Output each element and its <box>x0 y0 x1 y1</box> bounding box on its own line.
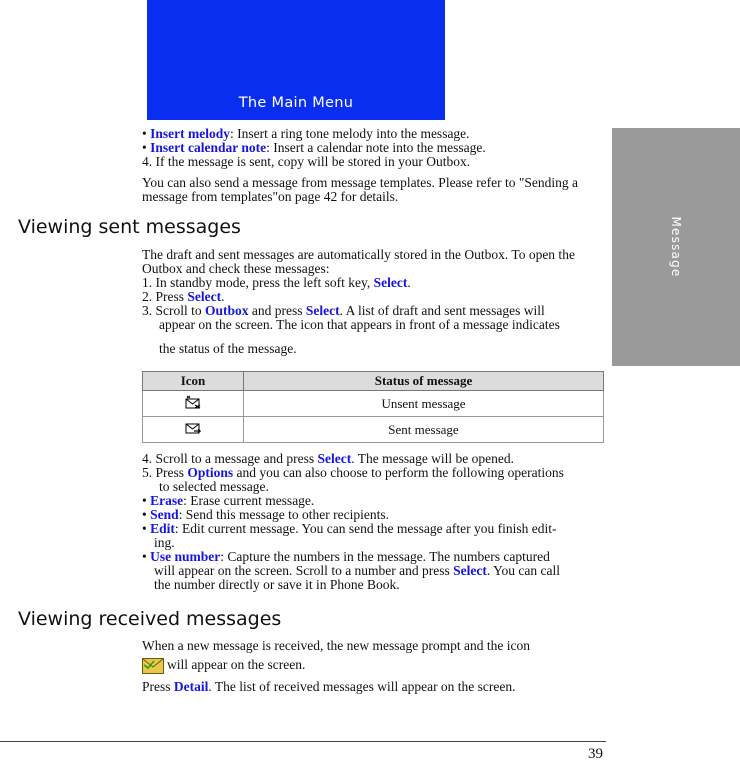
bullet-text: : Send this message to other recipients. <box>178 507 389 522</box>
received-line-2-text: will appear on the screen. <box>167 657 306 673</box>
table-header-icon: Icon <box>143 372 244 391</box>
bullet-insert-melody: • Insert melody: Insert a ring tone melody into the message. <box>142 126 470 141</box>
chapter-side-tab <box>612 128 740 366</box>
step-text: 4. Scroll to a message and press <box>142 451 318 466</box>
table-cell-status: Unsent message <box>244 391 604 417</box>
step-4-intro: 4. If the message is sent, copy will be stored in your Outbox. <box>142 154 471 169</box>
step-text: . A list of draft and sent messages will <box>339 303 545 318</box>
step-text: 1. In standby mode, press the left soft key, <box>142 275 374 290</box>
table-cell-status: Sent message <box>244 417 604 443</box>
table-header-row <box>143 372 604 391</box>
step-text: 2. Press <box>142 289 188 304</box>
sent-step-3 <box>142 304 606 318</box>
sent-envelope-icon <box>185 421 201 435</box>
kw-select: Select <box>317 451 352 466</box>
step-text: 3. Scroll to <box>142 303 205 318</box>
received-line-1: When a new message is received, the new message prompt and the icon <box>142 638 530 653</box>
bullet-text: : Insert a calendar note into the message. <box>266 140 486 155</box>
sent-step-3-cont2: the status of the message. <box>159 341 297 356</box>
sent-step-4 <box>142 452 606 466</box>
bullet-text: : Edit current message. You can send the message after you finish edit- <box>174 521 557 536</box>
bullet-send: • Send: Send this message to other recipients. <box>142 507 389 522</box>
kw-insert-calendar-note: Insert calendar note <box>150 140 267 155</box>
punct: . <box>221 289 225 304</box>
table-header-status: Status of message <box>244 372 604 391</box>
bullet-text: : Erase current message. <box>183 493 315 508</box>
kw-options: Options <box>187 465 234 480</box>
unsent-envelope-icon <box>185 395 201 409</box>
kw-select: Select <box>187 289 222 304</box>
sent-step-5-cont: to selected message. <box>159 479 269 494</box>
table-cell-icon <box>143 391 244 417</box>
step-text: . The message will be opened. <box>351 451 515 466</box>
punct: . <box>407 275 411 290</box>
phone-screen <box>147 0 445 120</box>
kw-select: Select <box>453 563 487 578</box>
sent-block <box>142 248 606 356</box>
screen-title: The Main Menu <box>238 95 354 111</box>
templates-note: You can also send a message from message templates. Please refer to "Sending a message from templates"on page 42 for details. <box>142 175 579 204</box>
table-cell-icon <box>143 417 244 443</box>
bullet-use-number-cont2: the number directly or save it in Phone Book. <box>154 577 400 592</box>
kw-detail: Detail <box>173 679 209 694</box>
new-message-envelope-icon <box>142 658 164 674</box>
step-text: Press <box>142 679 174 694</box>
intro-block <box>142 127 606 204</box>
sent-step-2 <box>142 290 606 304</box>
sent-step-3-cont: appear on the screen. The icon that appears in front of a message indicates <box>159 317 560 332</box>
sent-step-5 <box>142 466 606 480</box>
kw-insert-melody: Insert melody <box>150 126 230 141</box>
step-text: and press <box>248 303 306 318</box>
step-text: and you can also choose to perform the following operations <box>233 465 564 480</box>
kw-select: Select <box>305 303 340 318</box>
bullet-edit: • Edit: Edit current message. You can send the message after you finish edit- <box>142 521 557 536</box>
page-number: 39 <box>588 746 603 762</box>
footer-divider <box>0 741 606 742</box>
kw-send: Send <box>150 507 179 522</box>
step-text: . The list of received messages will appear on the screen. <box>208 679 516 694</box>
bullet-text: : Capture the numbers in the message. The numbers captured <box>220 549 550 564</box>
sent-steps-block <box>142 452 606 592</box>
kw-erase: Erase <box>150 493 184 508</box>
received-press-detail <box>142 680 606 694</box>
table-row <box>143 391 604 417</box>
bullet-text: : Insert a ring tone melody into the message. <box>229 126 470 141</box>
kw-outbox: Outbox <box>205 303 249 318</box>
received-line-2 <box>142 658 606 674</box>
bullet-use-number: • Use number: Capture the numbers in the message. The numbers captured <box>142 549 550 564</box>
sent-intro: The draft and sent messages are automatically stored in the Outbox. To open the Outbox and check these messages: <box>142 247 575 276</box>
bullet-text: will appear on the screen. Scroll to a number and press <box>154 563 454 578</box>
table-row <box>143 417 604 443</box>
bullet-text: . You can call <box>486 563 561 578</box>
bullet-use-number-cont1 <box>142 564 606 578</box>
chapter-side-tab-label: Message <box>669 216 683 278</box>
sent-step-1 <box>142 276 606 290</box>
kw-edit: Edit <box>150 521 175 536</box>
received-block <box>142 639 606 694</box>
bullet-edit-cont: ing. <box>154 535 175 550</box>
bullet-insert-calendar-note: • Insert calendar note: Insert a calendar note into the message. <box>142 140 486 155</box>
kw-use-number: Use number <box>150 549 221 564</box>
step-text: 5. Press <box>142 465 188 480</box>
kw-select: Select <box>373 275 408 290</box>
message-status-table <box>142 371 604 443</box>
bullet-erase: • Erase: Erase current message. <box>142 493 315 508</box>
heading-viewing-received: Viewing received messages <box>18 608 282 630</box>
heading-viewing-sent: Viewing sent messages <box>18 216 241 238</box>
